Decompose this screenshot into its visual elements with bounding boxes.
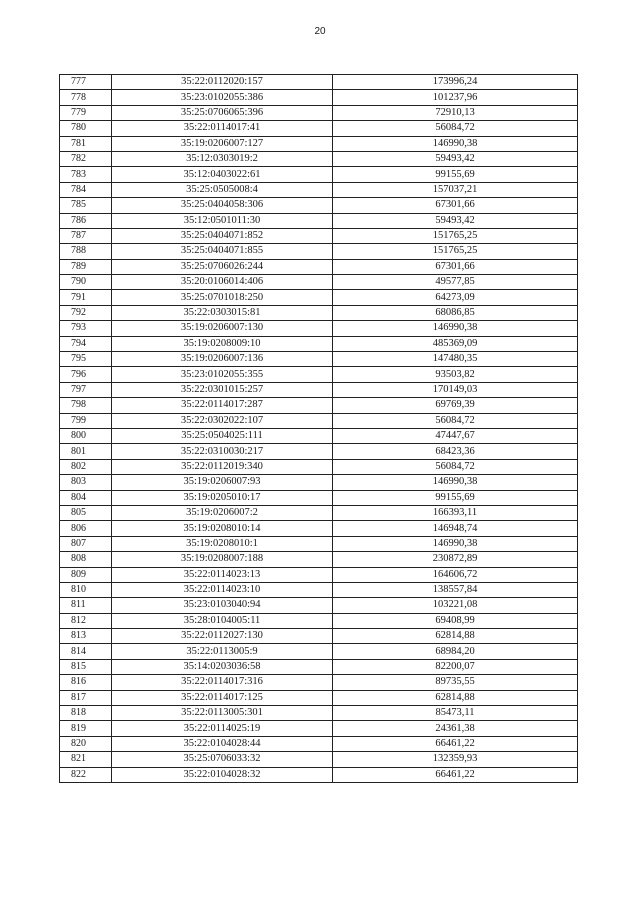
row-number-cell: 783	[60, 167, 112, 182]
cadastral-number-cell: 35:22:0104028:44	[112, 736, 333, 751]
row-number-cell: 780	[60, 121, 112, 136]
row-number-cell: 801	[60, 444, 112, 459]
cadastral-number-cell: 35:22:0113005:301	[112, 706, 333, 721]
value-cell: 146948,74	[333, 521, 578, 536]
table-row	[60, 398, 578, 413]
cadastral-number-cell: 35:22:0303015:81	[112, 305, 333, 320]
table-row	[60, 675, 578, 690]
cadastral-number-cell: 35:25:0404058:306	[112, 198, 333, 213]
cadastral-number-cell: 35:19:0206007:130	[112, 321, 333, 336]
row-number-cell: 803	[60, 475, 112, 490]
table-row	[60, 505, 578, 520]
value-cell: 230872,89	[333, 552, 578, 567]
value-cell: 59493,42	[333, 151, 578, 166]
cadastral-number-cell: 35:19:0206007:93	[112, 475, 333, 490]
table-row	[60, 213, 578, 228]
cadastral-number-cell: 35:28:0104005:11	[112, 613, 333, 628]
table-row	[60, 90, 578, 105]
table-row	[60, 305, 578, 320]
row-number-cell: 816	[60, 675, 112, 690]
row-number-cell: 817	[60, 690, 112, 705]
cadastral-number-cell: 35:25:0404071:855	[112, 244, 333, 259]
value-cell: 89735,55	[333, 675, 578, 690]
value-cell: 132359,93	[333, 752, 578, 767]
row-number-cell: 784	[60, 182, 112, 197]
value-cell: 99155,69	[333, 167, 578, 182]
value-cell: 68423,36	[333, 444, 578, 459]
table-row	[60, 552, 578, 567]
cadastral-number-cell: 35:19:0208007:188	[112, 552, 333, 567]
cadastral-number-cell: 35:20:0106014:406	[112, 275, 333, 290]
value-cell: 146990,38	[333, 321, 578, 336]
row-number-cell: 814	[60, 644, 112, 659]
cadastral-number-cell: 35:22:0301015:257	[112, 382, 333, 397]
value-cell: 170149,03	[333, 382, 578, 397]
value-cell: 164606,72	[333, 567, 578, 582]
value-cell: 147480,35	[333, 352, 578, 367]
row-number-cell: 802	[60, 459, 112, 474]
value-cell: 93503,82	[333, 367, 578, 382]
cadastral-number-cell: 35:19:0206007:2	[112, 505, 333, 520]
table-body	[60, 75, 578, 783]
row-number-cell: 787	[60, 228, 112, 243]
table-row	[60, 475, 578, 490]
cadastral-number-cell: 35:19:0208010:1	[112, 536, 333, 551]
row-number-cell: 813	[60, 629, 112, 644]
value-cell: 99155,69	[333, 490, 578, 505]
table-row	[60, 382, 578, 397]
cadastral-number-cell: 35:19:0206007:136	[112, 352, 333, 367]
table-row	[60, 767, 578, 782]
value-cell: 173996,24	[333, 75, 578, 90]
table-row	[60, 459, 578, 474]
cadastral-number-cell: 35:22:0114017:316	[112, 675, 333, 690]
table-row	[60, 567, 578, 582]
cadastral-number-cell: 35:22:0310030:217	[112, 444, 333, 459]
table-row	[60, 752, 578, 767]
value-cell: 69408,99	[333, 613, 578, 628]
table-row	[60, 151, 578, 166]
table-row	[60, 75, 578, 90]
value-cell: 67301,66	[333, 259, 578, 274]
row-number-cell: 786	[60, 213, 112, 228]
row-number-cell: 798	[60, 398, 112, 413]
cadastral-number-cell: 35:25:0701018:250	[112, 290, 333, 305]
value-cell: 101237,96	[333, 90, 578, 105]
cadastral-number-cell: 35:22:0114017:125	[112, 690, 333, 705]
cadastral-number-cell: 35:19:0208009:10	[112, 336, 333, 351]
cadastral-number-cell: 35:23:0102055:386	[112, 90, 333, 105]
cadastral-number-cell: 35:25:0404071:852	[112, 228, 333, 243]
value-cell: 103221,08	[333, 598, 578, 613]
value-cell: 64273,09	[333, 290, 578, 305]
cadastral-number-cell: 35:25:0706026:244	[112, 259, 333, 274]
cadastral-number-cell: 35:22:0114025:19	[112, 721, 333, 736]
table-row	[60, 259, 578, 274]
table-row	[60, 352, 578, 367]
value-cell: 47447,67	[333, 428, 578, 443]
table-row	[60, 706, 578, 721]
row-number-cell: 796	[60, 367, 112, 382]
value-cell: 138557,84	[333, 582, 578, 597]
cadastral-number-cell: 35:22:0112027:130	[112, 629, 333, 644]
cadastral-number-cell: 35:25:0505008:4	[112, 182, 333, 197]
row-number-cell: 777	[60, 75, 112, 90]
table-row	[60, 105, 578, 120]
table-row	[60, 136, 578, 151]
row-number-cell: 815	[60, 659, 112, 674]
table-row	[60, 444, 578, 459]
value-cell: 157037,21	[333, 182, 578, 197]
cadastral-number-cell: 35:19:0205010:17	[112, 490, 333, 505]
cadastral-number-cell: 35:22:0302022:107	[112, 413, 333, 428]
row-number-cell: 809	[60, 567, 112, 582]
table-row	[60, 721, 578, 736]
row-number-cell: 819	[60, 721, 112, 736]
cadastral-number-cell: 35:12:0303019:2	[112, 151, 333, 166]
table-row	[60, 182, 578, 197]
table-row	[60, 367, 578, 382]
table-row	[60, 121, 578, 136]
cadastral-number-cell: 35:22:0114017:41	[112, 121, 333, 136]
cadastral-table	[59, 74, 578, 783]
table-row	[60, 736, 578, 751]
table-row	[60, 413, 578, 428]
table-row	[60, 629, 578, 644]
value-cell: 68984,20	[333, 644, 578, 659]
row-number-cell: 799	[60, 413, 112, 428]
page-number: 20	[314, 26, 326, 37]
cadastral-number-cell: 35:22:0113005:9	[112, 644, 333, 659]
value-cell: 66461,22	[333, 736, 578, 751]
value-cell: 67301,66	[333, 198, 578, 213]
value-cell: 66461,22	[333, 767, 578, 782]
cadastral-number-cell: 35:12:0501011:30	[112, 213, 333, 228]
value-cell: 49577,85	[333, 275, 578, 290]
row-number-cell: 805	[60, 505, 112, 520]
value-cell: 68086,85	[333, 305, 578, 320]
value-cell: 62814,88	[333, 690, 578, 705]
row-number-cell: 789	[60, 259, 112, 274]
value-cell: 146990,38	[333, 475, 578, 490]
row-number-cell: 779	[60, 105, 112, 120]
table-row	[60, 167, 578, 182]
cadastral-number-cell: 35:19:0206007:127	[112, 136, 333, 151]
table-row	[60, 336, 578, 351]
cadastral-number-cell: 35:23:0102055:355	[112, 367, 333, 382]
row-number-cell: 792	[60, 305, 112, 320]
value-cell: 62814,88	[333, 629, 578, 644]
row-number-cell: 795	[60, 352, 112, 367]
value-cell: 24361,38	[333, 721, 578, 736]
cadastral-number-cell: 35:14:0203036:58	[112, 659, 333, 674]
table-row	[60, 613, 578, 628]
table-row	[60, 228, 578, 243]
value-cell: 146990,38	[333, 136, 578, 151]
cadastral-number-cell: 35:23:0103040:94	[112, 598, 333, 613]
value-cell: 82200,07	[333, 659, 578, 674]
row-number-cell: 782	[60, 151, 112, 166]
table-row	[60, 521, 578, 536]
row-number-cell: 812	[60, 613, 112, 628]
cadastral-number-cell: 35:22:0114017:287	[112, 398, 333, 413]
value-cell: 485369,09	[333, 336, 578, 351]
cadastral-number-cell: 35:25:0504025:111	[112, 428, 333, 443]
row-number-cell: 820	[60, 736, 112, 751]
value-cell: 69769,39	[333, 398, 578, 413]
row-number-cell: 794	[60, 336, 112, 351]
table-row	[60, 690, 578, 705]
row-number-cell: 808	[60, 552, 112, 567]
row-number-cell: 818	[60, 706, 112, 721]
row-number-cell: 811	[60, 598, 112, 613]
table-row	[60, 659, 578, 674]
value-cell: 56084,72	[333, 413, 578, 428]
row-number-cell: 788	[60, 244, 112, 259]
table-row	[60, 275, 578, 290]
cadastral-number-cell: 35:22:0104028:32	[112, 767, 333, 782]
row-number-cell: 790	[60, 275, 112, 290]
value-cell: 151765,25	[333, 244, 578, 259]
row-number-cell: 778	[60, 90, 112, 105]
row-number-cell: 806	[60, 521, 112, 536]
cadastral-number-cell: 35:25:0706033:32	[112, 752, 333, 767]
row-number-cell: 822	[60, 767, 112, 782]
table-row	[60, 321, 578, 336]
value-cell: 146990,38	[333, 536, 578, 551]
cadastral-number-cell: 35:22:0112019:340	[112, 459, 333, 474]
cadastral-number-cell: 35:22:0112020:157	[112, 75, 333, 90]
row-number-cell: 800	[60, 428, 112, 443]
value-cell: 72910,13	[333, 105, 578, 120]
value-cell: 85473,11	[333, 706, 578, 721]
cadastral-number-cell: 35:22:0114023:13	[112, 567, 333, 582]
table-row	[60, 536, 578, 551]
row-number-cell: 797	[60, 382, 112, 397]
row-number-cell: 821	[60, 752, 112, 767]
row-number-cell: 810	[60, 582, 112, 597]
cadastral-number-cell: 35:12:0403022:61	[112, 167, 333, 182]
table-row	[60, 490, 578, 505]
table-row	[60, 290, 578, 305]
table-row	[60, 644, 578, 659]
row-number-cell: 807	[60, 536, 112, 551]
table-row	[60, 198, 578, 213]
row-number-cell: 793	[60, 321, 112, 336]
value-cell: 56084,72	[333, 121, 578, 136]
value-cell: 166393,11	[333, 505, 578, 520]
value-cell: 151765,25	[333, 228, 578, 243]
table-row	[60, 582, 578, 597]
row-number-cell: 804	[60, 490, 112, 505]
row-number-cell: 785	[60, 198, 112, 213]
value-cell: 56084,72	[333, 459, 578, 474]
cadastral-number-cell: 35:25:0706065:396	[112, 105, 333, 120]
table-row	[60, 428, 578, 443]
table-row	[60, 598, 578, 613]
row-number-cell: 791	[60, 290, 112, 305]
row-number-cell: 781	[60, 136, 112, 151]
value-cell: 59493,42	[333, 213, 578, 228]
cadastral-number-cell: 35:19:0208010:14	[112, 521, 333, 536]
table-row	[60, 244, 578, 259]
cadastral-table-container	[59, 74, 577, 783]
cadastral-number-cell: 35:22:0114023:10	[112, 582, 333, 597]
